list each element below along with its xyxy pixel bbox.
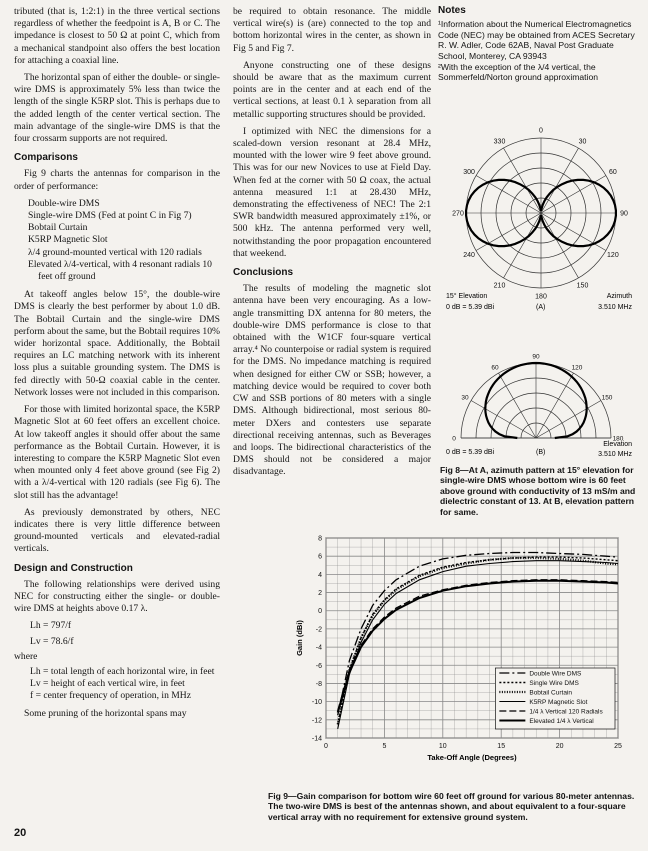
paragraph: For those with limited horizontal space, the K5RP Magnetic Slot at 60 feet offers an excellent choice. At low takeoff angles it should offer about the same performance as the Bobtail Curtain. However, it is interesting to compare the K5RP Magnetic Slot even when mounted only 4 feet above ground (see Fig 2) with a λ/4-vertical with 120 radials (see Fig 6). The slot still has the advantage!	[14, 404, 220, 501]
where-label: where	[14, 650, 38, 662]
y-tick-label: 2	[318, 590, 322, 598]
section-heading-comparisons: Comparisons	[14, 152, 78, 164]
polar-spoke	[471, 401, 536, 439]
fig8b-tag: (B)	[536, 449, 546, 456]
paragraph: tributed (that is, 1:2:1) in the three vertical sections regardless of whether the feedpoint is A, B or C. The impedance is closest to 50 Ω at point C, which from a mechanical standpoint also offers the best location for attaching a coaxial line.	[14, 6, 220, 66]
list-item: Elevated λ/4-vertical, with 4 resonant radials 10 feet off ground	[28, 258, 212, 283]
fig8b-elevation-polar-plot	[446, 353, 636, 460]
azimuth-tick-label: 270	[452, 210, 464, 218]
y-axis-label: Gain (dBi)	[295, 620, 304, 656]
azimuth-tick-label: 120	[607, 252, 619, 259]
polar-spoke	[536, 401, 601, 439]
fig8b-elevation-label: Elevation	[603, 441, 632, 448]
azimuth-tick-label: 330	[493, 138, 506, 146]
y-tick-label: 6	[318, 553, 322, 561]
azimuth-tick-label: 240	[463, 252, 475, 259]
polar-spoke	[536, 373, 574, 438]
list-item: K5RP Magnetic Slot	[28, 234, 108, 246]
elevation-tick-label: 30	[461, 394, 469, 402]
azimuth-tick-label: 60	[608, 169, 617, 176]
legend-label: 1/4 λ Vertical 120 Radials	[529, 708, 603, 716]
x-tick-label: 25	[614, 743, 622, 750]
paragraph: The results of modeling the magnetic slot antenna have been very encouraging. As a low-angle transmitting DX antenna for 80 meters, the double-wire DMS performance is close to that obtained with the W1CF four-square vertical array.⁴ No counterpoise or radial system is required for the DMS. No impedance matching is required when designed for either CW or SSB; however, a matching device would be required to cover both CW and SSB portions of 80 meters with a single DMS. Although bidirectional, most serious 80-meter DXers and contesters use separate directional receiving antennas, such as Beverages and loops. The bidirectional characteristics of the DMS should not be considered a major disadvantage.	[233, 283, 431, 478]
definitions	[30, 666, 220, 703]
note-2: ²With the exception of the λ/4 vertical, the Sommerfeld/Norton ground approximation	[438, 62, 599, 83]
y-tick-label: 0	[318, 608, 322, 616]
azimuth-tick-label: 30	[578, 138, 587, 146]
section-heading-conclusions: Conclusions	[233, 267, 294, 279]
azimuth-tick-label: 0	[539, 127, 543, 135]
list-item: Double-wire DMS	[28, 197, 100, 209]
elevation-tick-label: 120	[571, 364, 583, 372]
antenna-list	[28, 198, 220, 283]
elevation-tick-label: 60	[491, 364, 499, 372]
paragraph: As previously demonstrated by others, NEC indicates there is very little difference between ground-mounted verticals and elevated-radial verticals.	[14, 506, 220, 555]
fig8b-frequency: 3.510 MHz	[598, 451, 632, 458]
fig8a-frequency: 3.510 MHz	[598, 304, 632, 311]
fig8a-tag: (A)	[536, 304, 546, 311]
paragraph: At takeoff angles below 15°, the double-wire DMS is clearly the best performer by about 1.0 dB. The Bobtail Curtain and the single-wire DMS perform about the same, but the Bobtail requires 10% wider horizontal space. Additionally, the Bobtail requires an LC matching network with its inherent loss plus a suitable grounding system. The DMS is fed directly with 50-Ω coaxial cable in the center. Network losses were not included in this comparison.	[14, 289, 220, 398]
fig8a-gain-ref: 0 dB = 5.39 dBi	[446, 304, 495, 311]
elevation-tick-label: 90	[532, 353, 540, 361]
y-tick-label: -12	[311, 717, 322, 725]
fig8-caption: Fig 8—At A, azimuth pattern at 15° elevation for single-wire DMS whose bottom wire is 60 feet above ground with conductivity of 13 mS/m and dielectric constant of 13. At B, elevation pattern for same.	[440, 465, 636, 517]
x-tick-label: 15	[497, 743, 506, 750]
note-1: ¹Information about the Numerical Electromagnetics Code (NEC) may be obtained from ACES Secretary R. W. Adler, Code 62AB, Naval Post Graduate School, Monterey, CA 93943	[438, 19, 635, 61]
fig8a-elevation-label: 15° Elevation	[446, 293, 488, 300]
fig8a-azimuth-label: Azimuth	[606, 293, 632, 300]
definition: Lh = total length of each horizontal wire, in feet	[30, 665, 215, 677]
azimuth-tick-label: 150	[576, 282, 589, 290]
x-tick-label: 20	[555, 743, 564, 750]
column-2	[233, 6, 431, 484]
legend-label: Bobtail Curtain	[529, 689, 573, 697]
paragraph: Anyone constructing one of these designs should be aware that as the maximum current points are in the center and at each end of the vertical sections, at least 0.1 λ separation from all metallic supporting structures should be provided.	[233, 59, 431, 120]
paragraph: Some pruning of the horizontal spans may	[24, 707, 187, 719]
y-tick-label: -2	[315, 626, 322, 634]
azimuth-tick-label: 210	[493, 282, 506, 290]
paragraph: be required to obtain resonance. The middle vertical wire(s) is (are) connected to the top and bottom horizontal wires in the center, as shown in Fig 5 and Fig 7.	[233, 6, 431, 54]
column-1	[14, 6, 220, 725]
notes-column	[438, 6, 638, 84]
legend-label: K5RP Magnetic Slot	[529, 699, 588, 706]
azimuth-tick-label: 180	[535, 293, 547, 301]
fig9-gain-chart	[290, 530, 630, 785]
y-tick-label: 8	[318, 535, 322, 543]
fig8b-gain-ref: 0 dB = 5.39 dBi	[446, 449, 495, 456]
x-tick-label: 0	[324, 743, 328, 750]
x-axis-label: Take-Off Angle (Degrees)	[427, 753, 517, 762]
x-tick-label: 5	[382, 743, 387, 750]
page-number: 20	[14, 827, 27, 839]
elevation-tick-label: 0	[452, 435, 456, 443]
y-tick-label: -6	[315, 662, 322, 670]
definition: Lv = height of each vertical wire, in feet	[30, 678, 185, 690]
list-item: Bobtail Curtain	[28, 222, 88, 234]
section-heading-design: Design and Construction	[14, 562, 133, 574]
elevation-tick-label: 180	[612, 435, 624, 443]
y-tick-label: -4	[315, 644, 322, 652]
y-tick-label: -8	[315, 680, 322, 688]
legend-label: Double Wire DMS	[529, 670, 582, 678]
legend-label: Elevated 1/4 λ Vertical	[529, 718, 594, 725]
paragraph: Fig 9 charts the antennas for comparison in the order of performance:	[14, 168, 220, 192]
azimuth-tick-label: 300	[463, 169, 475, 176]
list-item: Single-wire DMS (Fed at point C in Fig 7)	[28, 210, 192, 222]
azimuth-tick-label: 90	[620, 210, 628, 218]
elevation-tick-label: 150	[601, 394, 613, 402]
legend-label: Single Wire DMS	[529, 680, 579, 687]
fig8a-azimuth-polar-plot	[446, 118, 636, 318]
polar-spoke	[499, 373, 537, 438]
y-tick-label: -10	[311, 699, 322, 707]
y-tick-label: 4	[318, 571, 322, 579]
paragraph: I optimized with NEC the dimensions for a scaled-down version resonant at 28.4 MHz, mounted with the lower wire 9 feet above ground. This was for our new Novices to use at Field Day. When fed at the corner with 50 Ω coax, the actual antenna measured 1:1 at 28.430 MHz, demonstrating the effectiveness of NEC! The 2:1 SWR bandwidth measured approximately ±1%, or 500 kHz. The antenna performed very well, notwithstanding the poor propagation encountered that weekend.	[233, 125, 431, 259]
equation-lh: Lh = 797/f	[30, 620, 72, 632]
list-item: λ/4 ground-mounted vertical with 120 radials	[28, 246, 202, 258]
paragraph: The following relationships were derived using NEC for constructing either the single- or double-wire DMS at heights above 0.17 λ.	[14, 578, 220, 615]
definition: f = center frequency of operation, in MHz	[30, 690, 191, 702]
paragraph: The horizontal span of either the double- or single-wire DMS is approximately 5% less than twice the length of the single K5RP slot. This is perhaps due to the added length of the center vertical section. The main advantage of the single-wire DMS is that the four crossarm supports are not required.	[14, 72, 220, 145]
fig9-caption: Fig 9—Gain comparison for bottom wire 60 feet off ground for various 80-meter antennas. The two-wire DMS is best of the antennas shown, and about equivalent to a four-square vertical array with no requirement for extensive ground system.	[268, 791, 635, 822]
notes-title: Notes	[438, 5, 466, 16]
equation-lv: Lv = 78.6/f	[30, 635, 74, 647]
y-tick-label: -14	[311, 735, 322, 743]
x-tick-label: 10	[438, 743, 447, 750]
